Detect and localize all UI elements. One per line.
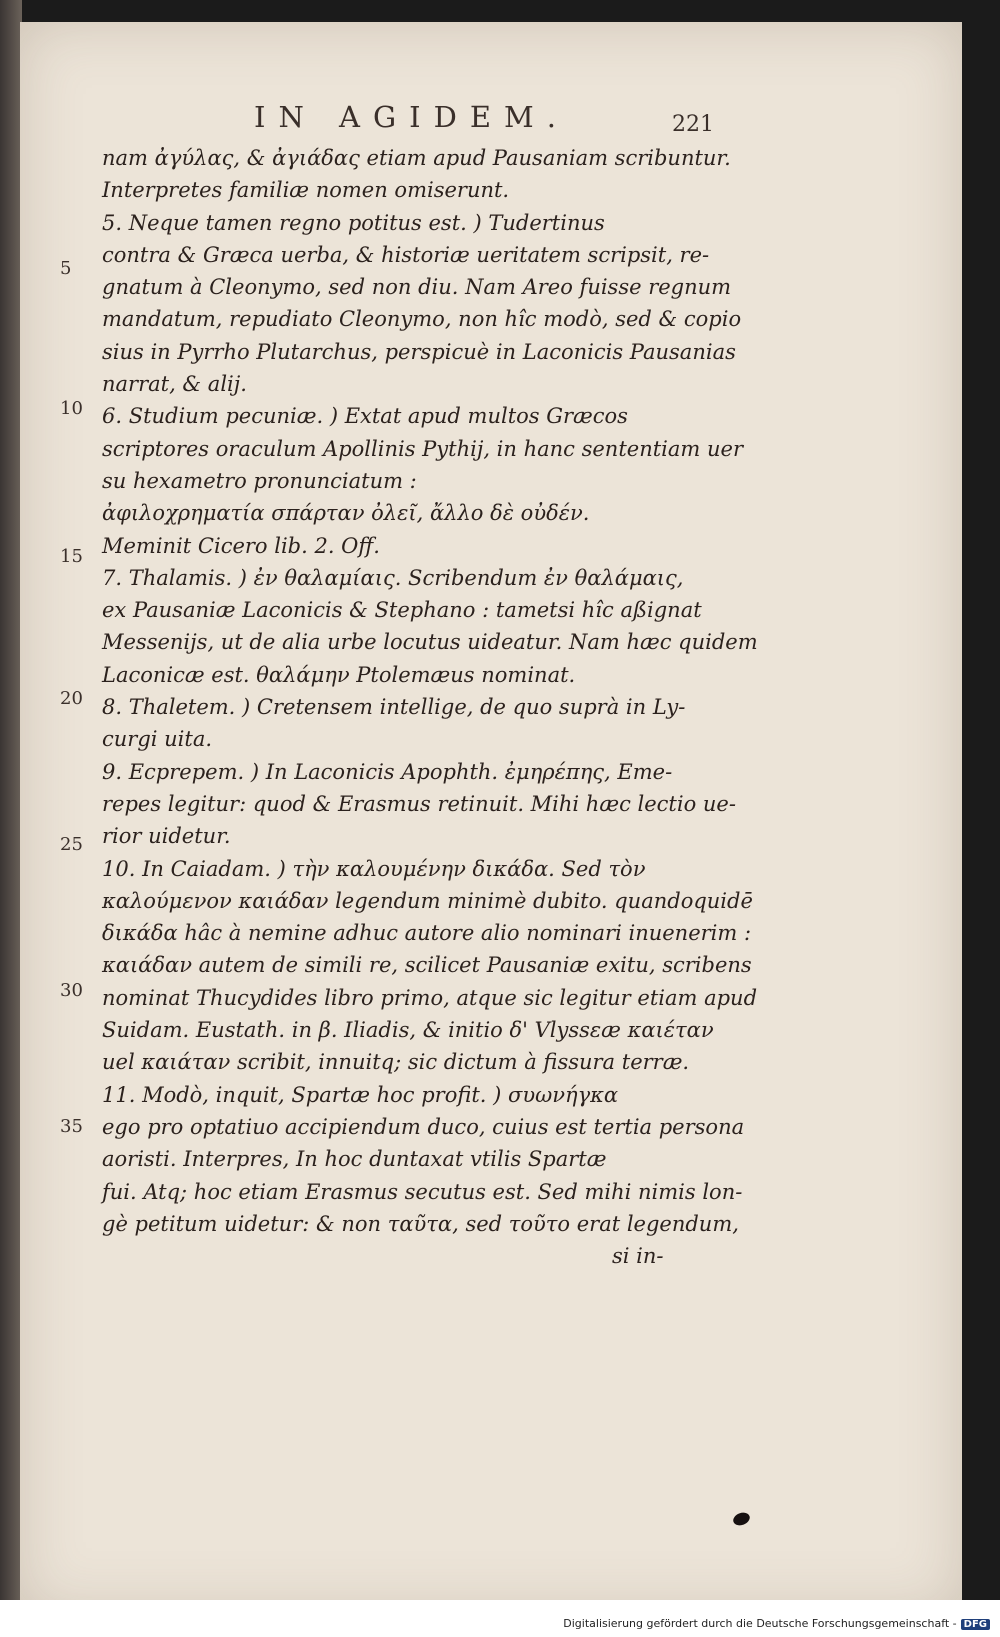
- line-number: 20: [60, 688, 83, 709]
- text-line: Meminit Cicero lib. 2. Off.: [102, 533, 380, 558]
- text-line: ego pro optatiuo accipiendum duco, cuius est tertia persona: [102, 1114, 745, 1139]
- book-edge: [0, 0, 22, 1600]
- text-line: uel καιάταν scribit, innuitq; sic dictum à fissura terræ.: [102, 1050, 690, 1075]
- text-line: contra & Græca uerba, & historiæ ueritatem scripsit, re-: [102, 242, 710, 267]
- text-line: καιάδαν autem de simili re, scilicet Pausaniæ exitu, scribens: [102, 953, 752, 978]
- line-number: 35: [60, 1116, 83, 1137]
- text-line: gnatum à Cleonymo, sed non diu. Nam Areo fuisse regnum: [102, 275, 732, 300]
- line-number: 30: [60, 980, 83, 1001]
- text-line: su hexametro pronunciatum :: [102, 468, 417, 493]
- text-line: nominat Thucydides libro primo, atque sic legitur etiam apud: [102, 985, 758, 1010]
- commentary-text: [102, 142, 758, 1272]
- text-line: repes legitur: quod & Erasmus retinuit. Mihi hæc lectio ue-: [102, 791, 736, 816]
- text-line: δικάδα hâc à nemine adhuc autore alio nominari inuenerim :: [102, 921, 752, 946]
- text-line: nam ἀγύλας, & ἀγιάδας etiam apud Pausaniam scribuntur.: [102, 146, 731, 170]
- text-line: Laconicæ est. θαλάμην Ptolemæus nominat.: [102, 662, 576, 687]
- text-line: 6. Studium pecuniæ. ) Extat apud multos Græcos: [102, 404, 628, 429]
- catchword: si in-: [612, 1244, 664, 1269]
- page-number: 221: [672, 112, 714, 137]
- text-line: ex Pausaniæ Laconicis & Stephano : tametsi hîc aßignat: [102, 598, 702, 623]
- text-line: Interpretes familiæ nomen omiserunt.: [102, 178, 510, 203]
- text-line: gè petitum uidetur: & non ταῦτα, sed τοῦτο erat legendum,: [102, 1211, 739, 1236]
- text-line: scriptores oraculum Apollinis Pythij, in hanc sententiam uer: [102, 436, 743, 461]
- text-line: 5. Neque tamen regno potitus est. ) Tudertinus: [102, 210, 605, 235]
- text-line: 8. Thaletem. ) Cretensem intellige, de quo suprà in Ly-: [102, 695, 686, 720]
- text-line: rior uidetur.: [102, 824, 231, 849]
- text-line: 9. Ecprepem. ) In Laconicis Apophth. ἐμηρέπης, Eme-: [102, 759, 673, 784]
- running-head: IN AGIDEM.: [254, 100, 569, 134]
- line-number: 5: [60, 258, 72, 279]
- text-line: 7. Thalamis. ) ἐν θαλαμίαις. Scribendum ἐν θαλάμαις,: [102, 565, 684, 590]
- text-line: sius in Pyrrho Plutarchus, perspicuè in Laconicis Pausanias: [102, 339, 736, 364]
- line-number: 15: [60, 546, 83, 567]
- text-line: Suidam. Eustath. in β. Iliadis, & initio δ' Vlyssεæ καιέταν: [102, 1018, 714, 1043]
- line-number: 25: [60, 834, 83, 855]
- dfg-credit[interactable]: [563, 1617, 990, 1630]
- text-line: mandatum, repudiato Cleonymo, non hîc modò, sed & copio: [102, 307, 742, 332]
- dfg-logo-icon[interactable]: DFG: [961, 1619, 990, 1630]
- text-line: Messenijs, ut de alia urbe locutus uideatur. Nam hæc quidem: [102, 630, 758, 655]
- line-number: 10: [60, 398, 83, 419]
- text-line: fui. Atq; hoc etiam Erasmus secutus est. Sed mihi nimis lon-: [102, 1179, 743, 1204]
- text-line: narrat, & alij.: [102, 372, 247, 397]
- text-line: καλούμενον καιάδαν legendum minimè dubito. quandoquidē: [102, 888, 753, 913]
- text-line: 10. In Caiadam. ) τὴν καλουμένην δικάδα. Sed τὸν: [102, 856, 646, 881]
- text-line: aoristi. Interpres, In hoc duntaxat vtilis Spartæ: [102, 1147, 607, 1172]
- credit-text[interactable]: Digitalisierung gefördert durch die Deutsche Forschungsgemeinschaft -: [563, 1617, 957, 1630]
- text-line: 11. Modò, inquit, Spartæ hoc profit. ) συωνήγκα: [102, 1082, 619, 1107]
- text-line: curgi uita.: [102, 727, 213, 752]
- text-line: ἀφιλοχρηματία σπάρταν ὀλεῖ, ἄλλο δὲ οὐδέν.: [102, 501, 590, 526]
